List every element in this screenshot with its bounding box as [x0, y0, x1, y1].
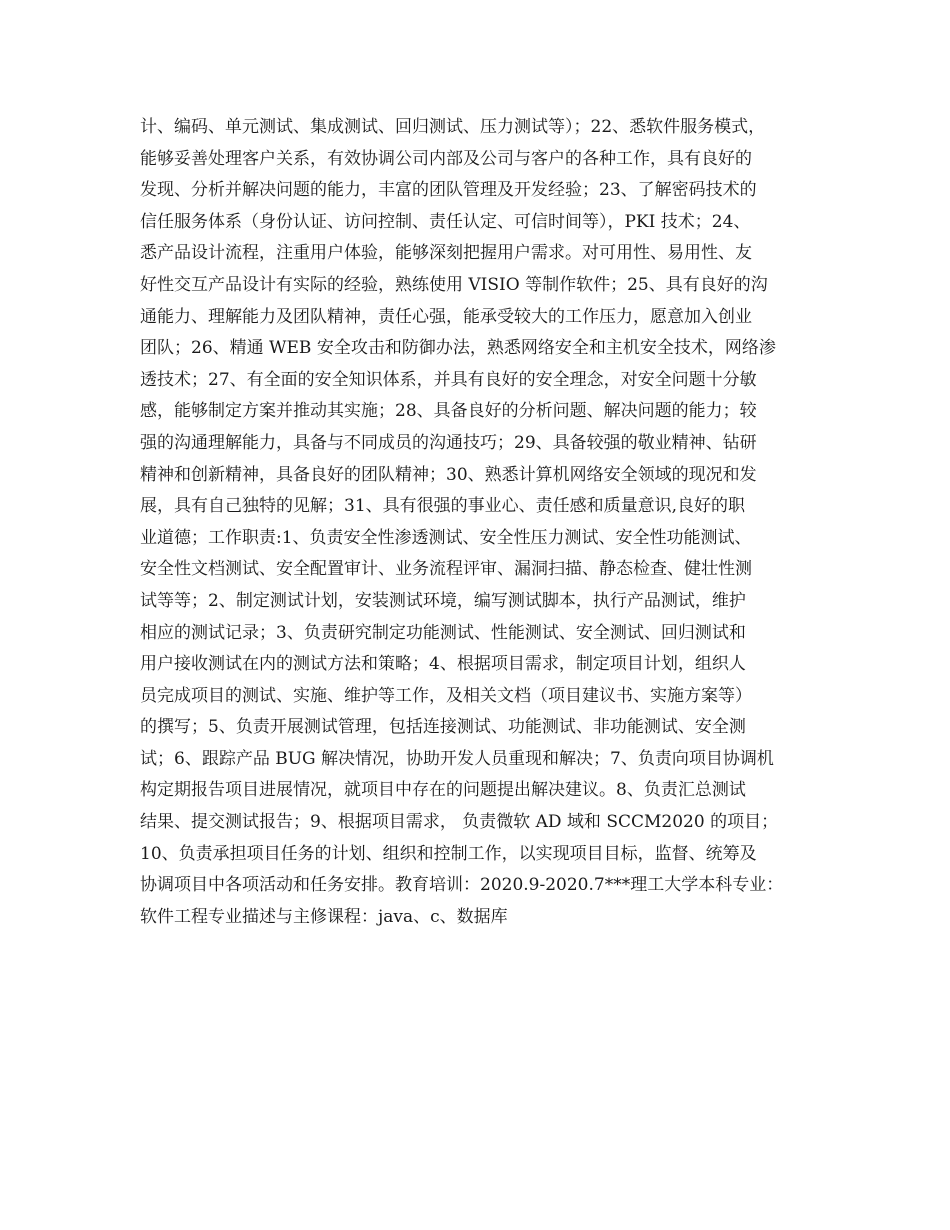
text-line: 10、负责承担项目任务的计划、组织和控制工作，以实现项目目标，监督、统筹及	[140, 843, 757, 864]
document-body-text	[140, 112, 830, 933]
text-line: 用户接收测试在内的测试方法和策略；4、根据项目需求，制定项目计划，组织人	[140, 654, 746, 675]
text-line: 协调项目中各项活动和任务安排。教育培训：2020.9-2020.7***理工大学本科专业：	[140, 875, 784, 896]
text-line: 业道德；工作职责:1、负责安全性渗透测试、安全性压力测试、安全性功能测试、	[140, 527, 752, 548]
text-line: 的撰写；5、负责开展测试管理，包括连接测试、功能测试、非功能测试、安全测	[140, 717, 746, 738]
text-line: 感，能够制定方案并推动其实施；28、具备良好的分析问题、解决问题的能力；较	[140, 401, 757, 422]
text-line: 能够妥善处理客户关系，有效协调公司内部及公司与客户的各种工作，具有良好的	[140, 148, 752, 169]
text-line: 好性交互产品设计有实际的经验，熟练使用 VISIO 等制作软件；25、具有良好的沟	[140, 274, 768, 295]
text-line: 发现、分析并解决问题的能力，丰富的团队管理及开发经验；23、了解密码技术的	[140, 180, 757, 201]
text-line: 信任服务体系（身份认证、访问控制、责任认定、可信时间等），PKI 技术；24、	[140, 211, 751, 232]
text-line: 透技术；27、有全面的安全知识体系，并具有良好的安全理念，对安全问题十分敏	[140, 369, 757, 390]
text-line: 构定期报告项目进展情况，就项目中存在的问题提出解决建议。8、负责汇总测试	[140, 780, 746, 801]
text-line: 安全性文档测试、安全配置审计、业务流程评审、漏洞扫描、静态检查、健壮性测	[140, 559, 752, 580]
text-line: 软件工程专业描述与主修课程：java、c、数据库	[140, 906, 508, 927]
text-line: 团队；26、精通 WEB 安全攻击和防御办法，熟悉网络安全和主机安全技术，网络渗	[140, 338, 776, 359]
text-line: 悉产品设计流程，注重用户体验，能够深刻把握用户需求。对可用性、易用性、友	[140, 243, 752, 264]
text-line: 试等等；2、制定测试计划，安装测试环境，编写测试脚本，执行产品测试，维护	[140, 590, 746, 611]
text-line: 强的沟通理解能力，具备与不同成员的沟通技巧；29、具备较强的敬业精神、钻研	[140, 432, 757, 453]
text-line: 展，具有自己独特的见解；31、具有很强的事业心、责任感和质量意识,良好的职	[140, 496, 746, 517]
text-line: 计、编码、单元测试、集成测试、回归测试、压力测试等）；22、悉软件服务模式，	[140, 117, 766, 137]
text-line: 试；6、跟踪产品 BUG 解决情况，协助开发人员重现和解决；7、负责向项目协调机	[140, 748, 774, 769]
text-line: 相应的测试记录；3、负责研究制定功能测试、性能测试、安全测试、回归测试和	[140, 622, 746, 643]
text-line: 通能力、理解能力及团队精神，责任心强，能承受较大的工作压力，愿意加入创业	[140, 306, 752, 327]
text-line: 精神和创新精神，具备良好的团队精神；30、熟悉计算机网络安全领域的现况和发	[140, 464, 757, 485]
text-line: 结果、提交测试报告；9、根据项目需求， 负责微软 AD 域和 SCCM2020 的项目；	[140, 812, 779, 833]
text-line: 员完成项目的测试、实施、维护等工作，及相关文档（项目建议书、实施方案等）	[140, 685, 752, 706]
